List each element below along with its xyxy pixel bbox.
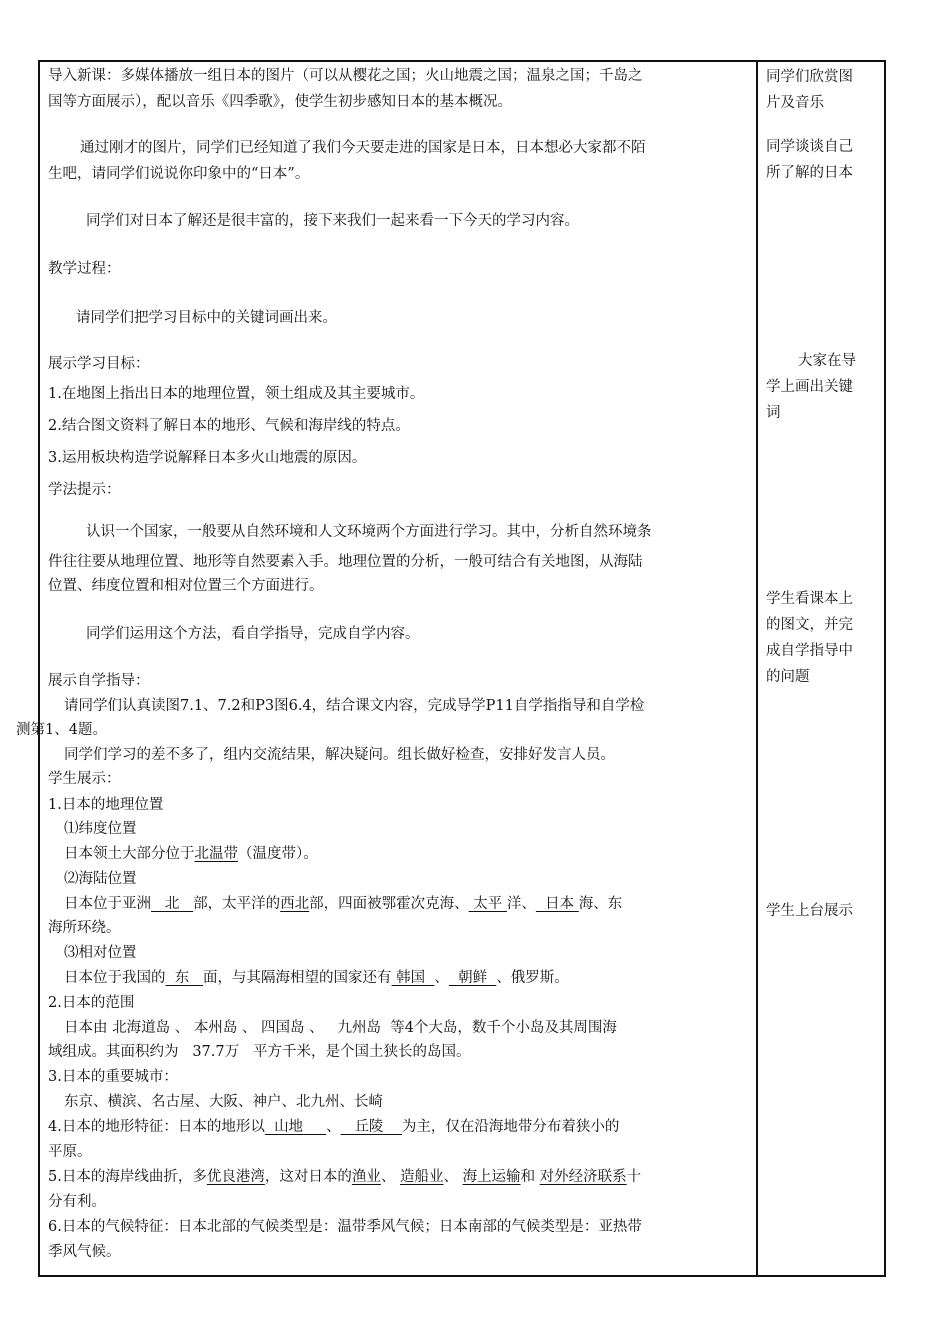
answer-neighbor-2: 朝鲜: [458, 970, 488, 986]
show-heading: 学生展示：: [48, 771, 121, 787]
answer-foreign-trade: 对外经济联系: [539, 1169, 627, 1185]
climate-line-1: 6.日本的气候特征：日本北部的气候类型是：温带季风气候；日本南部的气候类型是：亚热带: [48, 1219, 642, 1235]
coast-line-1: 5.日本的海岸线曲折，多优良港湾，这对日本的渔业、 造船业、 海上运输和 对外经济联系十: [48, 1169, 642, 1185]
side-note-discuss: 同学谈谈自己 所了解的日本: [766, 139, 853, 181]
process-heading: 教学过程：: [48, 261, 121, 277]
side-note-keywords: 大家在导 学上画出关键 词: [766, 353, 856, 421]
range-line-1: 日本由 北海道岛 、 本州岛 、 四国岛 、 九州岛 等4个大岛，数千个小岛及其周围海: [64, 1020, 617, 1036]
answer-terrain-1: 山地: [274, 1119, 304, 1135]
method-line: 同学们运用这个方法，看自学指导，完成自学内容。: [86, 626, 420, 642]
answer-ocean-part: 西北: [280, 896, 310, 912]
intro-line-2: 国等方面展示），配以音乐《四季歌》，使学生初步感知日本的基本概况。: [48, 94, 512, 110]
hint-line-2: 件往往要从地理位置、地形等自然要素入手。地理位置的分析，一般可结合有关地图，从海陆: [48, 554, 643, 570]
answer-continent-part: 北: [164, 896, 180, 912]
discuss-line: 同学们学习的差不多了，组内交流结果，解决疑问。组长做好检查，安排好发言人员。: [64, 747, 615, 763]
relative-heading: ⑶相对位置: [64, 945, 137, 961]
answer-neighbor-1: 韩国: [396, 970, 426, 986]
answer-direction: 东: [174, 970, 190, 986]
coast-line-2: 分有利。: [48, 1194, 106, 1210]
side-note-present: 学生上台展示: [766, 903, 853, 919]
answer-shipbuilding: 造船业: [399, 1169, 444, 1185]
answer-fishery: 渔业: [351, 1169, 381, 1185]
hint-line-1: 认识一个国家，一般要从自然环境和人文环境两个方面进行学习。其中，分析自然环境条: [86, 524, 652, 540]
answer-sea: 日本: [545, 896, 575, 912]
side-note-appreciate: 同学们欣赏图 片及音乐: [766, 69, 853, 111]
para-2-line-1: 通过刚才的图片，同学们已经知道了我们今天要走进的国家是日本，日本想必大家都不陌: [80, 140, 646, 156]
latitude-line: 日本领土大部分位于北温带（温度带）。: [64, 846, 318, 862]
section-2-heading: 2.日本的范围: [48, 995, 135, 1011]
intro-line-1: 导入新课：多媒体播放一组日本的图片（可以从樱花之国；火山地震之国；温泉之国；千岛之: [48, 68, 643, 84]
cities-line: 东京、横滨、名古屋、大阪、神户、北九州、长崎: [64, 1094, 383, 1110]
sea-land-heading: ⑵海陆位置: [64, 871, 137, 887]
section-1-heading: 1.日本的地理位置: [48, 797, 164, 813]
climate-line-2: 季风气候。: [48, 1244, 121, 1260]
goals-heading: 展示学习目标：: [48, 356, 150, 372]
column-divider: [756, 60, 758, 1277]
answer-harbors: 优良港湾: [206, 1169, 265, 1185]
hint-line-3: 位置、纬度位置和相对位置三个方面进行。: [48, 578, 324, 594]
side-note-self-study: 学生看课本上 的图文，并完 成自学指导中 的问题: [766, 591, 853, 685]
para-2-line-2: 生吧，请同学们说说你印象中的“日本”。: [48, 166, 310, 182]
answer-shipping: 海上运输: [462, 1169, 521, 1185]
range-line-2: 域组成。其面积约为 37.7万 平方千米，是个国土狭长的岛国。: [48, 1044, 471, 1060]
goal-3: 3.运用板块构造学说解释日本多火山地震的原因。: [48, 450, 367, 466]
section-3-heading: 3.日本的重要城市：: [48, 1069, 178, 1085]
sea-land-line-2: 海所环绕。: [48, 920, 121, 936]
sea-land-line-1: 日本位于亚洲 北 部，太平洋的西北部，四面被鄂霍次克海、 太平 洋、 日本 海、东: [64, 896, 623, 912]
guide-heading: 展示自学指导：: [48, 673, 150, 689]
terrain-line-2: 平原。: [48, 1144, 92, 1160]
latitude-heading: ⑴纬度位置: [64, 821, 137, 837]
relative-line: 日本位于我国的 东 面，与其隔海相望的国家还有 韩国 、 朝鲜 、俄罗斯。: [64, 970, 569, 986]
guide-line-2: 测第1、4题。: [16, 722, 107, 738]
answer-ocean: 太平: [473, 896, 503, 912]
goal-2: 2.结合图文资料了解日本的地形、气候和海岸线的特点。: [48, 418, 410, 434]
answer-latitude: 北温带: [194, 846, 238, 862]
para-3: 同学们对日本了解还是很丰富的，接下来我们一起来看一下今天的学习内容。: [86, 213, 579, 229]
keywords-instruction: 请同学们把学习目标中的关键词画出来。: [76, 310, 337, 326]
terrain-line-1: 4.日本的地形特征：日本的地形以 山地 、 丘陵 为主，仅在沿海地带分布着狭小的: [48, 1119, 620, 1135]
hint-heading: 学法提示：: [48, 482, 121, 498]
guide-line-1: 请同学们认真读图7.1、7.2和P3图6.4，结合课文内容，完成导学P11自学指指导和自学检: [64, 698, 645, 714]
answer-terrain-2: 丘陵: [354, 1119, 384, 1135]
goal-1: 1.在地图上指出日本的地理位置，领土组成及其主要城市。: [48, 386, 425, 402]
